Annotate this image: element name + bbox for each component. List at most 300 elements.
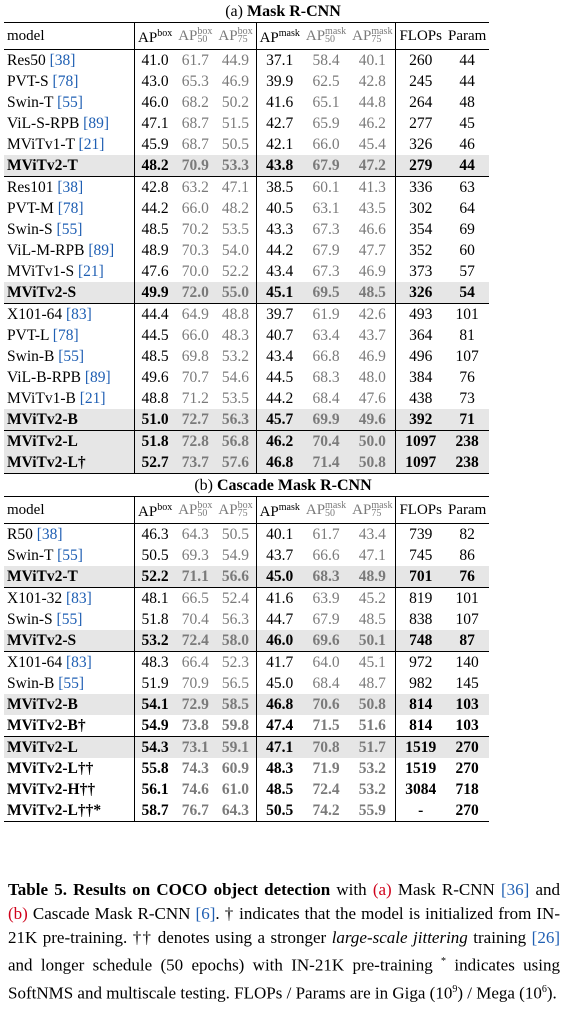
- value-cell: 43.7: [256, 545, 303, 566]
- value-cell: 245: [396, 71, 445, 92]
- page: [0, 2, 566, 1026]
- citation-link[interactable]: [55]: [57, 94, 83, 111]
- model-name: Swin-S: [7, 611, 57, 628]
- value-cell: 68.4: [312, 675, 340, 692]
- model-name: Swin-B: [7, 675, 59, 692]
- model-name: MViTv2-L: [7, 433, 78, 450]
- value-cell: 270: [445, 800, 489, 822]
- value-cell: 46.2: [358, 115, 386, 132]
- ap-sub: 75: [237, 34, 248, 46]
- value-cell: 364: [396, 325, 445, 346]
- value-cell: 326: [396, 134, 445, 155]
- model-name: MViTv1-S: [7, 263, 78, 280]
- ap-label: AP: [138, 30, 158, 46]
- col-ap50-box: [175, 497, 215, 524]
- value-cell: 70.2: [181, 221, 209, 238]
- table-row: [4, 715, 489, 737]
- value-cell: 44.7: [256, 609, 303, 630]
- ap-subsup: [325, 28, 346, 44]
- model-name: MViTv2-B: [7, 411, 78, 428]
- value-cell: 46: [459, 136, 475, 153]
- ap-label: AP: [259, 30, 279, 46]
- value-cell: 51.9: [135, 673, 176, 694]
- value-cell: 64.0: [303, 652, 349, 674]
- value-cell: 66.6: [312, 547, 340, 564]
- citation-link[interactable]: [38]: [36, 526, 63, 543]
- model-name: MViTv1-T: [7, 136, 79, 153]
- model-cell: [4, 609, 135, 630]
- value-cell: 103: [445, 694, 489, 715]
- table-row: [4, 652, 489, 674]
- ap-sup: mask: [371, 500, 393, 512]
- table-row: [4, 71, 489, 92]
- ap-subsup: [238, 28, 253, 44]
- value-cell: 45.1: [256, 282, 303, 304]
- value-cell: 71.1: [175, 566, 215, 588]
- model-cell: [4, 452, 135, 474]
- value-cell: 54: [445, 282, 489, 304]
- value-cell: 53.2: [135, 630, 176, 652]
- value-cell: 48.5: [256, 779, 303, 800]
- value-cell: 54.3: [135, 737, 176, 759]
- value-cell: 47.1: [256, 737, 303, 759]
- citation-link[interactable]: [21]: [79, 390, 106, 407]
- value-cell: 54.9: [221, 547, 250, 564]
- value-cell: 54.6: [221, 369, 250, 386]
- value-cell: 66.0: [312, 136, 340, 153]
- model-cell: [4, 673, 135, 694]
- model-name: X101-32: [7, 590, 66, 607]
- value-cell: 48.7: [358, 675, 386, 692]
- value-cell: 270: [455, 760, 479, 777]
- value-cell: 46.3: [135, 524, 176, 546]
- citation-link[interactable]: [83]: [65, 590, 92, 607]
- value-cell: 50.8: [349, 694, 396, 715]
- value-cell: 972: [396, 652, 445, 674]
- value-cell: 72.7: [175, 409, 215, 431]
- col-ap75-mask: [349, 23, 396, 50]
- value-cell: 53.5: [221, 221, 250, 238]
- value-cell: 45.2: [349, 588, 396, 610]
- table-row: [4, 177, 489, 199]
- caption-link-b[interactable]: (b): [8, 904, 28, 923]
- caption-ref-6[interactable]: [6]: [195, 904, 216, 923]
- table-row: [4, 409, 489, 431]
- table-row: [4, 134, 489, 155]
- citation-link[interactable]: [55]: [56, 221, 83, 238]
- table-row: [4, 113, 489, 134]
- col-ap50-mask: [303, 23, 349, 50]
- value-cell: 44.4: [135, 304, 176, 326]
- value-cell: 45.1: [349, 652, 396, 674]
- model-cell: [4, 800, 135, 822]
- value-cell: 354: [396, 219, 445, 240]
- value-cell: 48: [459, 94, 475, 111]
- model-cell: [4, 219, 135, 240]
- value-cell: 53.2: [358, 760, 386, 777]
- value-cell: 66.4: [175, 652, 215, 674]
- value-cell: 392: [396, 409, 445, 431]
- table-row: [4, 694, 489, 715]
- value-cell: 51.8: [135, 609, 176, 630]
- value-cell: 739: [396, 524, 445, 546]
- model-cell: [4, 304, 135, 326]
- value-cell: 49.6: [135, 367, 176, 388]
- col-model: model: [4, 497, 135, 524]
- value-cell: 44.5: [135, 325, 176, 346]
- citation-link[interactable]: [21]: [77, 263, 104, 280]
- value-cell: 44.2: [256, 240, 303, 261]
- ap-sup: mask: [325, 500, 347, 512]
- caption-ref-36[interactable]: [36]: [500, 880, 530, 899]
- value-cell: 53.2: [358, 781, 386, 798]
- citation-link[interactable]: [78]: [52, 73, 79, 90]
- value-cell: 61.7: [181, 52, 209, 69]
- value-cell: 701: [396, 566, 445, 588]
- value-cell: 47.1: [215, 177, 256, 199]
- value-cell: 40.5: [256, 198, 303, 219]
- value-cell: 51.0: [135, 409, 176, 431]
- value-cell: 45.4: [358, 136, 386, 153]
- value-cell: 814: [396, 715, 445, 737]
- table-row: [4, 261, 489, 282]
- value-cell: 45: [459, 115, 475, 132]
- value-cell: 819: [396, 588, 445, 610]
- value-cell: 70.6: [303, 694, 349, 715]
- ap-label: AP: [352, 501, 372, 518]
- ap-sup: mask: [325, 26, 347, 38]
- col-ap-box: [135, 23, 176, 50]
- model-name: R50: [7, 526, 37, 543]
- value-cell: 49.6: [349, 409, 396, 431]
- value-cell: 48.5: [349, 282, 396, 304]
- ap-subsup: [325, 502, 346, 518]
- value-cell: 50.1: [349, 630, 396, 652]
- ap-sup: mask: [278, 502, 300, 513]
- table-row: [4, 92, 489, 113]
- table-row: [4, 545, 489, 566]
- ap-sub: 75: [371, 34, 382, 46]
- value-cell: 238: [445, 431, 489, 453]
- table-row: [4, 673, 489, 694]
- value-cell: 982: [396, 673, 445, 694]
- table-a-prefix: (a): [225, 3, 247, 20]
- value-cell: 44.8: [358, 94, 386, 111]
- model-cell: [4, 588, 135, 610]
- value-cell: 140: [445, 652, 489, 674]
- citation-link[interactable]: [21]: [78, 136, 105, 153]
- ap-sup: box: [237, 26, 253, 38]
- value-cell: 56.8: [215, 431, 256, 453]
- value-cell: 51.8: [135, 431, 176, 453]
- citation-link[interactable]: [55]: [56, 611, 83, 628]
- table-row: [4, 346, 489, 367]
- value-cell: 63: [445, 177, 489, 199]
- value-cell: 42.8: [358, 73, 386, 90]
- value-cell: 336: [396, 177, 445, 199]
- model-name: MViTv2-H††: [7, 781, 96, 798]
- value-cell: 74.2: [303, 800, 349, 822]
- value-cell: 43.4: [256, 346, 303, 367]
- value-cell: 277: [396, 113, 445, 134]
- value-cell: 56.5: [221, 675, 250, 692]
- value-cell: 72.8: [175, 431, 215, 453]
- model-cell: [4, 240, 135, 261]
- model-cell: [4, 177, 135, 199]
- model-cell: [4, 524, 135, 546]
- model-name: PVT-M: [7, 200, 58, 217]
- value-cell: 73.8: [181, 717, 209, 734]
- value-cell: 54.9: [135, 715, 176, 737]
- table-row: [4, 367, 489, 388]
- value-cell: 52.3: [215, 652, 256, 674]
- citation-link[interactable]: [55]: [58, 348, 85, 365]
- value-cell: 72.9: [175, 694, 215, 715]
- value-cell: 51.6: [358, 717, 386, 734]
- model-cell: [4, 652, 135, 674]
- caption-link-a[interactable]: (a): [372, 880, 392, 899]
- col-ap-box: [135, 497, 176, 524]
- value-cell: 58.5: [215, 694, 256, 715]
- value-cell: 66.0: [181, 327, 209, 344]
- value-cell: 59.8: [221, 717, 250, 734]
- ap-sup: box: [197, 500, 213, 512]
- value-cell: 50.0: [349, 431, 396, 453]
- value-cell: 60.9: [221, 760, 250, 777]
- value-cell: 47.6: [358, 390, 386, 407]
- value-cell: 46.2: [256, 431, 303, 453]
- value-cell: 65.3: [181, 73, 209, 90]
- model-cell: [4, 134, 135, 155]
- value-cell: 70.8: [303, 737, 349, 759]
- value-cell: 745: [396, 545, 445, 566]
- value-cell: 107: [455, 611, 479, 628]
- col-ap75-box: [215, 497, 256, 524]
- value-cell: 70.4: [181, 611, 209, 628]
- col-ap-mask: [256, 23, 303, 50]
- table-row: [4, 50, 489, 72]
- table-b-title: [0, 476, 566, 496]
- value-cell: 44.2: [135, 198, 176, 219]
- ap-label: AP: [218, 501, 238, 518]
- table-row: [4, 609, 489, 630]
- value-cell: 67.3: [312, 263, 340, 280]
- table-b-prefix: (b): [194, 477, 217, 494]
- value-cell: 73.1: [175, 737, 215, 759]
- value-cell: 44: [459, 52, 475, 69]
- citation-link[interactable]: [55]: [58, 675, 85, 692]
- value-cell: 58.7: [135, 800, 176, 822]
- model-cell: [4, 367, 135, 388]
- value-cell: 718: [455, 781, 479, 798]
- value-cell: 41.6: [256, 92, 303, 113]
- value-cell: 46.8: [256, 694, 303, 715]
- citation-link[interactable]: [38]: [57, 179, 84, 196]
- value-cell: 53.5: [221, 390, 250, 407]
- value-cell: 43.0: [135, 71, 176, 92]
- model-name: Swin-T: [7, 547, 58, 564]
- value-cell: 76.7: [175, 800, 215, 822]
- model-cell: [4, 282, 135, 304]
- value-cell: 70.9: [181, 675, 209, 692]
- value-cell: 59.1: [215, 737, 256, 759]
- value-cell: 50.5: [221, 526, 250, 543]
- citation-link[interactable]: [89]: [88, 242, 115, 259]
- citation-link[interactable]: [78]: [57, 200, 84, 217]
- model-cell: [4, 758, 135, 779]
- value-cell: 66.8: [312, 348, 340, 365]
- value-cell: 44.2: [256, 388, 303, 409]
- citation-link[interactable]: [55]: [57, 547, 83, 564]
- ap-sup: box: [197, 26, 213, 38]
- value-cell: 73.7: [175, 452, 215, 474]
- table-row: [4, 588, 489, 610]
- citation-link[interactable]: [89]: [84, 369, 111, 386]
- col-flops: FLOPs: [396, 23, 445, 50]
- value-cell: 48.3: [135, 652, 176, 674]
- value-cell: 748: [396, 630, 445, 652]
- value-cell: 838: [396, 609, 445, 630]
- value-cell: 48.5: [135, 346, 176, 367]
- citation-link[interactable]: [38]: [49, 52, 76, 69]
- value-cell: 68.2: [181, 94, 209, 111]
- value-cell: 63.1: [312, 200, 340, 217]
- ap-sup: mask: [278, 28, 300, 39]
- table-row: [4, 452, 489, 474]
- value-cell: 48.2: [221, 200, 250, 217]
- table-row: [4, 198, 489, 219]
- value-cell: 45.0: [256, 673, 303, 694]
- model-name: ViL-B-RPB: [7, 369, 85, 386]
- citation-link[interactable]: [83]: [65, 306, 92, 323]
- value-cell: 69.9: [303, 409, 349, 431]
- value-cell: 46.9: [358, 263, 386, 280]
- value-cell: 54.0: [221, 242, 250, 259]
- value-cell: 48.3: [221, 327, 250, 344]
- value-cell: 66.0: [181, 200, 209, 217]
- ap-subsup: [197, 28, 212, 44]
- value-cell: 53.3: [215, 155, 256, 177]
- value-cell: 48.1: [135, 588, 176, 610]
- model-name: PVT-L: [7, 327, 53, 344]
- ap-label: AP: [138, 504, 158, 520]
- ap-subsup: [371, 502, 392, 518]
- value-cell: 62.5: [312, 73, 340, 90]
- value-cell: 44: [445, 155, 489, 177]
- ap-sup: box: [157, 502, 173, 513]
- value-cell: 41.6: [256, 588, 303, 610]
- value-cell: -: [396, 800, 445, 822]
- table-row: [4, 524, 489, 546]
- value-cell: 48.5: [135, 219, 176, 240]
- value-cell: 46.8: [256, 452, 303, 474]
- citation-link[interactable]: [78]: [52, 327, 79, 344]
- value-cell: 72.4: [312, 781, 340, 798]
- value-cell: 58.4: [312, 52, 340, 69]
- model-name: MViTv2-S: [7, 284, 77, 301]
- col-ap75-box: [215, 23, 256, 50]
- value-cell: 50.2: [221, 94, 250, 111]
- model-name: X101-64: [7, 306, 66, 323]
- value-cell: 68.4: [312, 390, 340, 407]
- value-cell: 101: [445, 304, 489, 326]
- value-cell: 76: [445, 566, 489, 588]
- model-cell: [4, 715, 135, 737]
- col-ap50-box: [175, 23, 215, 50]
- model-cell: [4, 198, 135, 219]
- ap-label: AP: [259, 504, 279, 520]
- model-name: MViTv2-S: [7, 632, 77, 649]
- value-cell: 63.9: [303, 588, 349, 610]
- value-cell: 103: [455, 717, 479, 734]
- value-cell: 66.5: [175, 588, 215, 610]
- model-name: MViTv2-L††: [7, 760, 94, 777]
- value-cell: 40.1: [358, 52, 386, 69]
- value-cell: 48.5: [358, 611, 386, 628]
- table-row: [4, 779, 489, 800]
- value-cell: 51.7: [349, 737, 396, 759]
- value-cell: 69.6: [303, 630, 349, 652]
- value-cell: 45.7: [256, 409, 303, 431]
- value-cell: 53.2: [221, 348, 250, 365]
- value-cell: 71.4: [303, 452, 349, 474]
- model-name: MViTv2-T: [7, 568, 78, 585]
- value-cell: 50.5: [221, 136, 250, 153]
- value-cell: 51.5: [221, 115, 250, 132]
- model-name: MViTv2-T: [7, 157, 78, 174]
- value-cell: 81: [459, 327, 475, 344]
- value-cell: 48.0: [358, 369, 386, 386]
- value-cell: 64.3: [181, 526, 209, 543]
- value-cell: 64.9: [175, 304, 215, 326]
- citation-link[interactable]: [89]: [83, 115, 109, 132]
- value-cell: 70.0: [181, 263, 209, 280]
- value-cell: 44.5: [256, 367, 303, 388]
- citation-link[interactable]: [83]: [65, 654, 92, 671]
- table-row: [4, 240, 489, 261]
- mask-rcnn-table: [4, 22, 489, 474]
- model-name: X101-64: [7, 654, 66, 671]
- value-cell: 43.4: [256, 261, 303, 282]
- value-cell: 72.4: [175, 630, 215, 652]
- value-cell: 69.5: [303, 282, 349, 304]
- value-cell: 38.5: [256, 177, 303, 199]
- ap-sub: 75: [371, 508, 382, 520]
- caption-ref-26[interactable]: [26]: [531, 928, 560, 947]
- value-cell: 74.6: [181, 781, 209, 798]
- table-b-bold-title: Cascade Mask R-CNN: [217, 477, 372, 494]
- value-cell: 69.3: [181, 547, 209, 564]
- value-cell: 76: [459, 369, 475, 386]
- value-cell: 67.9: [303, 155, 349, 177]
- model-name: PVT-S: [7, 73, 53, 90]
- model-cell: [4, 409, 135, 431]
- value-cell: 47.6: [135, 261, 176, 282]
- value-cell: 43.4: [358, 526, 386, 543]
- value-cell: 58.0: [215, 630, 256, 652]
- value-cell: 64: [459, 200, 475, 217]
- value-cell: 352: [396, 240, 445, 261]
- value-cell: 326: [396, 282, 445, 304]
- value-cell: 82: [459, 526, 475, 543]
- ap-subsup: [238, 502, 253, 518]
- table-caption: Table 5. Results on COCO object detection with (a) Mask R-CNN [36] and (b) Cascade Mask R-CNN [6]. † indicates that the model is initialized from IN-21K pre-training. †† denotes using a stronger large-scale jittering training [26] and longer schedule (50 epochs) with IN-21K pre-training * indicates using SoftNMS and multiscale testing. FLOPs / Params are in Giga $(10^9)$ / Mega $(10^6)$.: [8, 880, 561, 1003]
- value-cell: 44: [459, 73, 475, 90]
- value-cell: 438: [396, 388, 445, 409]
- value-cell: 56.3: [215, 409, 256, 431]
- value-cell: 1097: [396, 431, 445, 453]
- col-ap50-mask: [303, 497, 349, 524]
